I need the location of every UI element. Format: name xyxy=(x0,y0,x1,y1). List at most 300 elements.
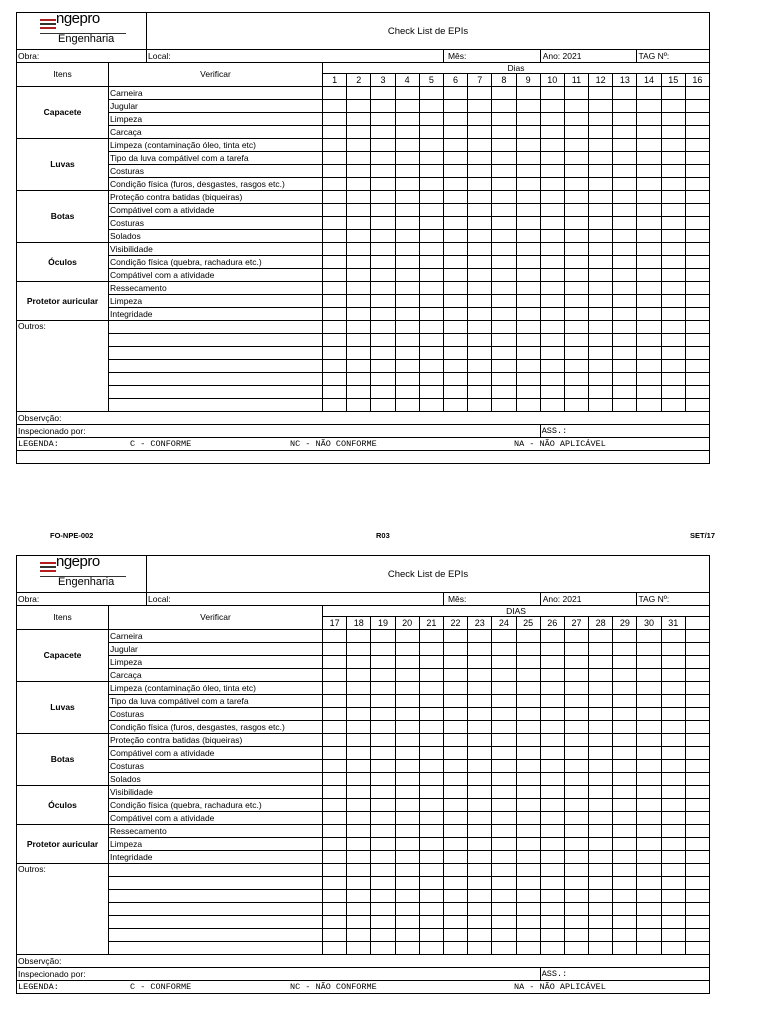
check-cell[interactable] xyxy=(492,825,516,838)
check-cell[interactable] xyxy=(637,165,661,178)
check-cell[interactable] xyxy=(323,282,347,295)
check-cell[interactable] xyxy=(419,799,443,812)
check-cell[interactable] xyxy=(589,864,613,877)
check-cell[interactable] xyxy=(419,191,443,204)
check-cell[interactable] xyxy=(613,347,637,360)
check-cell[interactable] xyxy=(661,825,685,838)
check-cell[interactable] xyxy=(685,903,709,916)
outros-entry[interactable] xyxy=(109,890,323,903)
check-cell[interactable] xyxy=(564,243,588,256)
check-cell[interactable] xyxy=(685,812,709,825)
check-cell[interactable] xyxy=(347,734,371,747)
check-cell[interactable] xyxy=(323,126,347,139)
outros-entry[interactable] xyxy=(109,321,323,334)
check-cell[interactable] xyxy=(540,178,564,191)
check-cell[interactable] xyxy=(540,243,564,256)
check-cell[interactable] xyxy=(468,152,492,165)
check-cell[interactable] xyxy=(371,890,395,903)
check-cell[interactable] xyxy=(371,178,395,191)
check-cell[interactable] xyxy=(347,334,371,347)
check-cell[interactable] xyxy=(589,360,613,373)
check-cell[interactable] xyxy=(589,890,613,903)
check-cell[interactable] xyxy=(347,669,371,682)
check-cell[interactable] xyxy=(468,373,492,386)
check-cell[interactable] xyxy=(589,230,613,243)
check-cell[interactable] xyxy=(637,295,661,308)
check-cell[interactable] xyxy=(661,256,685,269)
check-cell[interactable] xyxy=(395,165,419,178)
check-cell[interactable] xyxy=(419,851,443,864)
outros-entry[interactable] xyxy=(109,916,323,929)
check-cell[interactable] xyxy=(492,812,516,825)
check-cell[interactable] xyxy=(516,165,540,178)
check-cell[interactable] xyxy=(323,230,347,243)
check-cell[interactable] xyxy=(347,399,371,412)
check-cell[interactable] xyxy=(685,87,709,100)
check-cell[interactable] xyxy=(661,760,685,773)
check-cell[interactable] xyxy=(637,890,661,903)
check-cell[interactable] xyxy=(371,864,395,877)
check-cell[interactable] xyxy=(637,877,661,890)
check-cell[interactable] xyxy=(468,708,492,721)
check-cell[interactable] xyxy=(443,334,467,347)
check-cell[interactable] xyxy=(540,656,564,669)
check-cell[interactable] xyxy=(371,269,395,282)
check-cell[interactable] xyxy=(492,347,516,360)
check-cell[interactable] xyxy=(516,916,540,929)
check-cell[interactable] xyxy=(443,165,467,178)
check-cell[interactable] xyxy=(637,721,661,734)
check-cell[interactable] xyxy=(685,256,709,269)
check-cell[interactable] xyxy=(371,656,395,669)
outros-entry[interactable] xyxy=(109,877,323,890)
check-cell[interactable] xyxy=(685,643,709,656)
check-cell[interactable] xyxy=(540,113,564,126)
check-cell[interactable] xyxy=(540,734,564,747)
check-cell[interactable] xyxy=(323,178,347,191)
check-cell[interactable] xyxy=(540,708,564,721)
check-cell[interactable] xyxy=(323,669,347,682)
check-cell[interactable] xyxy=(492,399,516,412)
check-cell[interactable] xyxy=(685,890,709,903)
check-cell[interactable] xyxy=(347,321,371,334)
check-cell[interactable] xyxy=(468,256,492,269)
check-cell[interactable] xyxy=(492,773,516,786)
check-cell[interactable] xyxy=(613,399,637,412)
check-cell[interactable] xyxy=(613,204,637,217)
check-cell[interactable] xyxy=(468,321,492,334)
check-cell[interactable] xyxy=(540,851,564,864)
check-cell[interactable] xyxy=(589,812,613,825)
check-cell[interactable] xyxy=(371,786,395,799)
check-cell[interactable] xyxy=(540,760,564,773)
check-cell[interactable] xyxy=(685,682,709,695)
check-cell[interactable] xyxy=(637,942,661,955)
check-cell[interactable] xyxy=(323,903,347,916)
check-cell[interactable] xyxy=(613,217,637,230)
check-cell[interactable] xyxy=(443,838,467,851)
check-cell[interactable] xyxy=(540,295,564,308)
check-cell[interactable] xyxy=(516,669,540,682)
check-cell[interactable] xyxy=(419,165,443,178)
check-cell[interactable] xyxy=(395,399,419,412)
check-cell[interactable] xyxy=(613,916,637,929)
check-cell[interactable] xyxy=(613,643,637,656)
check-cell[interactable] xyxy=(323,386,347,399)
check-cell[interactable] xyxy=(516,942,540,955)
check-cell[interactable] xyxy=(685,864,709,877)
check-cell[interactable] xyxy=(516,321,540,334)
check-cell[interactable] xyxy=(540,256,564,269)
outros-entry[interactable] xyxy=(109,929,323,942)
check-cell[interactable] xyxy=(419,747,443,760)
check-cell[interactable] xyxy=(637,139,661,152)
check-cell[interactable] xyxy=(589,929,613,942)
check-cell[interactable] xyxy=(589,877,613,890)
check-cell[interactable] xyxy=(637,773,661,786)
check-cell[interactable] xyxy=(661,178,685,191)
check-cell[interactable] xyxy=(468,734,492,747)
check-cell[interactable] xyxy=(661,747,685,760)
check-cell[interactable] xyxy=(685,773,709,786)
check-cell[interactable] xyxy=(492,256,516,269)
check-cell[interactable] xyxy=(492,191,516,204)
check-cell[interactable] xyxy=(395,812,419,825)
check-cell[interactable] xyxy=(371,399,395,412)
check-cell[interactable] xyxy=(395,256,419,269)
check-cell[interactable] xyxy=(661,386,685,399)
check-cell[interactable] xyxy=(419,643,443,656)
check-cell[interactable] xyxy=(323,334,347,347)
check-cell[interactable] xyxy=(468,282,492,295)
check-cell[interactable] xyxy=(540,695,564,708)
check-cell[interactable] xyxy=(371,851,395,864)
check-cell[interactable] xyxy=(516,747,540,760)
check-cell[interactable] xyxy=(468,942,492,955)
check-cell[interactable] xyxy=(443,126,467,139)
check-cell[interactable] xyxy=(685,656,709,669)
check-cell[interactable] xyxy=(468,721,492,734)
check-cell[interactable] xyxy=(395,643,419,656)
check-cell[interactable] xyxy=(347,191,371,204)
check-cell[interactable] xyxy=(395,126,419,139)
check-cell[interactable] xyxy=(516,347,540,360)
check-cell[interactable] xyxy=(347,100,371,113)
check-cell[interactable] xyxy=(564,942,588,955)
check-cell[interactable] xyxy=(468,656,492,669)
check-cell[interactable] xyxy=(589,399,613,412)
check-cell[interactable] xyxy=(468,851,492,864)
check-cell[interactable] xyxy=(613,630,637,643)
check-cell[interactable] xyxy=(395,282,419,295)
check-cell[interactable] xyxy=(516,656,540,669)
check-cell[interactable] xyxy=(419,838,443,851)
check-cell[interactable] xyxy=(589,721,613,734)
check-cell[interactable] xyxy=(540,386,564,399)
check-cell[interactable] xyxy=(443,812,467,825)
check-cell[interactable] xyxy=(419,295,443,308)
check-cell[interactable] xyxy=(516,178,540,191)
check-cell[interactable] xyxy=(371,230,395,243)
check-cell[interactable] xyxy=(637,838,661,851)
check-cell[interactable] xyxy=(637,321,661,334)
check-cell[interactable] xyxy=(661,877,685,890)
check-cell[interactable] xyxy=(685,669,709,682)
outros-entry[interactable] xyxy=(109,399,323,412)
check-cell[interactable] xyxy=(347,308,371,321)
check-cell[interactable] xyxy=(443,942,467,955)
check-cell[interactable] xyxy=(661,695,685,708)
check-cell[interactable] xyxy=(468,903,492,916)
check-cell[interactable] xyxy=(468,773,492,786)
check-cell[interactable] xyxy=(347,347,371,360)
check-cell[interactable] xyxy=(323,347,347,360)
check-cell[interactable] xyxy=(564,903,588,916)
check-cell[interactable] xyxy=(613,126,637,139)
check-cell[interactable] xyxy=(371,825,395,838)
check-cell[interactable] xyxy=(323,399,347,412)
check-cell[interactable] xyxy=(419,126,443,139)
check-cell[interactable] xyxy=(589,825,613,838)
check-cell[interactable] xyxy=(564,386,588,399)
check-cell[interactable] xyxy=(419,256,443,269)
check-cell[interactable] xyxy=(516,308,540,321)
check-cell[interactable] xyxy=(443,256,467,269)
check-cell[interactable] xyxy=(589,282,613,295)
check-cell[interactable] xyxy=(492,903,516,916)
check-cell[interactable] xyxy=(516,864,540,877)
check-cell[interactable] xyxy=(637,760,661,773)
check-cell[interactable] xyxy=(323,851,347,864)
check-cell[interactable] xyxy=(589,669,613,682)
check-cell[interactable] xyxy=(540,100,564,113)
check-cell[interactable] xyxy=(443,152,467,165)
check-cell[interactable] xyxy=(516,243,540,256)
check-cell[interactable] xyxy=(516,386,540,399)
check-cell[interactable] xyxy=(443,295,467,308)
check-cell[interactable] xyxy=(492,165,516,178)
check-cell[interactable] xyxy=(589,695,613,708)
outros-entry[interactable] xyxy=(109,360,323,373)
check-cell[interactable] xyxy=(468,747,492,760)
check-cell[interactable] xyxy=(492,877,516,890)
check-cell[interactable] xyxy=(516,851,540,864)
check-cell[interactable] xyxy=(492,152,516,165)
check-cell[interactable] xyxy=(395,243,419,256)
check-cell[interactable] xyxy=(443,217,467,230)
check-cell[interactable] xyxy=(395,630,419,643)
check-cell[interactable] xyxy=(419,916,443,929)
check-cell[interactable] xyxy=(685,373,709,386)
check-cell[interactable] xyxy=(443,308,467,321)
check-cell[interactable] xyxy=(637,656,661,669)
check-cell[interactable] xyxy=(443,630,467,643)
check-cell[interactable] xyxy=(492,838,516,851)
check-cell[interactable] xyxy=(564,87,588,100)
check-cell[interactable] xyxy=(540,373,564,386)
check-cell[interactable] xyxy=(564,812,588,825)
check-cell[interactable] xyxy=(516,399,540,412)
check-cell[interactable] xyxy=(468,643,492,656)
check-cell[interactable] xyxy=(516,838,540,851)
check-cell[interactable] xyxy=(661,152,685,165)
check-cell[interactable] xyxy=(468,890,492,903)
check-cell[interactable] xyxy=(661,100,685,113)
check-cell[interactable] xyxy=(564,669,588,682)
check-cell[interactable] xyxy=(661,308,685,321)
check-cell[interactable] xyxy=(516,773,540,786)
check-cell[interactable] xyxy=(395,773,419,786)
check-cell[interactable] xyxy=(419,903,443,916)
check-cell[interactable] xyxy=(661,360,685,373)
check-cell[interactable] xyxy=(516,695,540,708)
check-cell[interactable] xyxy=(347,178,371,191)
check-cell[interactable] xyxy=(419,864,443,877)
check-cell[interactable] xyxy=(661,903,685,916)
check-cell[interactable] xyxy=(589,178,613,191)
check-cell[interactable] xyxy=(613,890,637,903)
check-cell[interactable] xyxy=(492,630,516,643)
check-cell[interactable] xyxy=(516,643,540,656)
check-cell[interactable] xyxy=(371,877,395,890)
check-cell[interactable] xyxy=(443,656,467,669)
check-cell[interactable] xyxy=(443,786,467,799)
check-cell[interactable] xyxy=(661,890,685,903)
check-cell[interactable] xyxy=(323,139,347,152)
check-cell[interactable] xyxy=(419,308,443,321)
check-cell[interactable] xyxy=(661,864,685,877)
check-cell[interactable] xyxy=(492,334,516,347)
check-cell[interactable] xyxy=(323,929,347,942)
check-cell[interactable] xyxy=(564,747,588,760)
outros-entry[interactable] xyxy=(109,334,323,347)
check-cell[interactable] xyxy=(516,682,540,695)
check-cell[interactable] xyxy=(347,139,371,152)
check-cell[interactable] xyxy=(323,321,347,334)
check-cell[interactable] xyxy=(468,360,492,373)
check-cell[interactable] xyxy=(564,656,588,669)
check-cell[interactable] xyxy=(347,152,371,165)
check-cell[interactable] xyxy=(564,890,588,903)
check-cell[interactable] xyxy=(564,191,588,204)
check-cell[interactable] xyxy=(492,230,516,243)
check-cell[interactable] xyxy=(661,399,685,412)
check-cell[interactable] xyxy=(685,113,709,126)
check-cell[interactable] xyxy=(395,864,419,877)
check-cell[interactable] xyxy=(613,760,637,773)
check-cell[interactable] xyxy=(637,708,661,721)
check-cell[interactable] xyxy=(492,929,516,942)
check-cell[interactable] xyxy=(492,321,516,334)
check-cell[interactable] xyxy=(637,682,661,695)
check-cell[interactable] xyxy=(371,695,395,708)
check-cell[interactable] xyxy=(516,217,540,230)
check-cell[interactable] xyxy=(540,643,564,656)
check-cell[interactable] xyxy=(516,204,540,217)
check-cell[interactable] xyxy=(395,178,419,191)
check-cell[interactable] xyxy=(613,230,637,243)
check-cell[interactable] xyxy=(395,942,419,955)
check-cell[interactable] xyxy=(589,321,613,334)
check-cell[interactable] xyxy=(492,669,516,682)
check-cell[interactable] xyxy=(661,243,685,256)
check-cell[interactable] xyxy=(371,308,395,321)
check-cell[interactable] xyxy=(443,191,467,204)
check-cell[interactable] xyxy=(589,139,613,152)
check-cell[interactable] xyxy=(637,152,661,165)
check-cell[interactable] xyxy=(443,903,467,916)
check-cell[interactable] xyxy=(419,360,443,373)
check-cell[interactable] xyxy=(395,916,419,929)
check-cell[interactable] xyxy=(637,178,661,191)
check-cell[interactable] xyxy=(564,126,588,139)
check-cell[interactable] xyxy=(540,864,564,877)
check-cell[interactable] xyxy=(613,669,637,682)
check-cell[interactable] xyxy=(685,916,709,929)
check-cell[interactable] xyxy=(613,269,637,282)
check-cell[interactable] xyxy=(347,799,371,812)
check-cell[interactable] xyxy=(613,747,637,760)
check-cell[interactable] xyxy=(371,721,395,734)
check-cell[interactable] xyxy=(685,204,709,217)
check-cell[interactable] xyxy=(589,373,613,386)
check-cell[interactable] xyxy=(323,256,347,269)
check-cell[interactable] xyxy=(661,191,685,204)
check-cell[interactable] xyxy=(347,708,371,721)
check-cell[interactable] xyxy=(419,773,443,786)
check-cell[interactable] xyxy=(371,100,395,113)
check-cell[interactable] xyxy=(540,321,564,334)
check-cell[interactable] xyxy=(395,929,419,942)
check-cell[interactable] xyxy=(540,890,564,903)
check-cell[interactable] xyxy=(589,643,613,656)
check-cell[interactable] xyxy=(613,139,637,152)
check-cell[interactable] xyxy=(589,113,613,126)
check-cell[interactable] xyxy=(443,890,467,903)
check-cell[interactable] xyxy=(347,864,371,877)
check-cell[interactable] xyxy=(661,269,685,282)
check-cell[interactable] xyxy=(564,321,588,334)
check-cell[interactable] xyxy=(540,139,564,152)
check-cell[interactable] xyxy=(589,165,613,178)
check-cell[interactable] xyxy=(564,877,588,890)
check-cell[interactable] xyxy=(492,204,516,217)
check-cell[interactable] xyxy=(589,682,613,695)
check-cell[interactable] xyxy=(540,126,564,139)
check-cell[interactable] xyxy=(564,734,588,747)
check-cell[interactable] xyxy=(468,204,492,217)
check-cell[interactable] xyxy=(685,178,709,191)
check-cell[interactable] xyxy=(637,113,661,126)
check-cell[interactable] xyxy=(443,373,467,386)
check-cell[interactable] xyxy=(516,373,540,386)
check-cell[interactable] xyxy=(419,399,443,412)
check-cell[interactable] xyxy=(468,165,492,178)
check-cell[interactable] xyxy=(492,308,516,321)
check-cell[interactable] xyxy=(540,877,564,890)
check-cell[interactable] xyxy=(516,721,540,734)
check-cell[interactable] xyxy=(347,126,371,139)
check-cell[interactable] xyxy=(613,812,637,825)
check-cell[interactable] xyxy=(540,230,564,243)
check-cell[interactable] xyxy=(347,204,371,217)
check-cell[interactable] xyxy=(443,760,467,773)
check-cell[interactable] xyxy=(323,708,347,721)
check-cell[interactable] xyxy=(685,295,709,308)
outros-entry[interactable] xyxy=(109,386,323,399)
check-cell[interactable] xyxy=(685,230,709,243)
check-cell[interactable] xyxy=(371,321,395,334)
